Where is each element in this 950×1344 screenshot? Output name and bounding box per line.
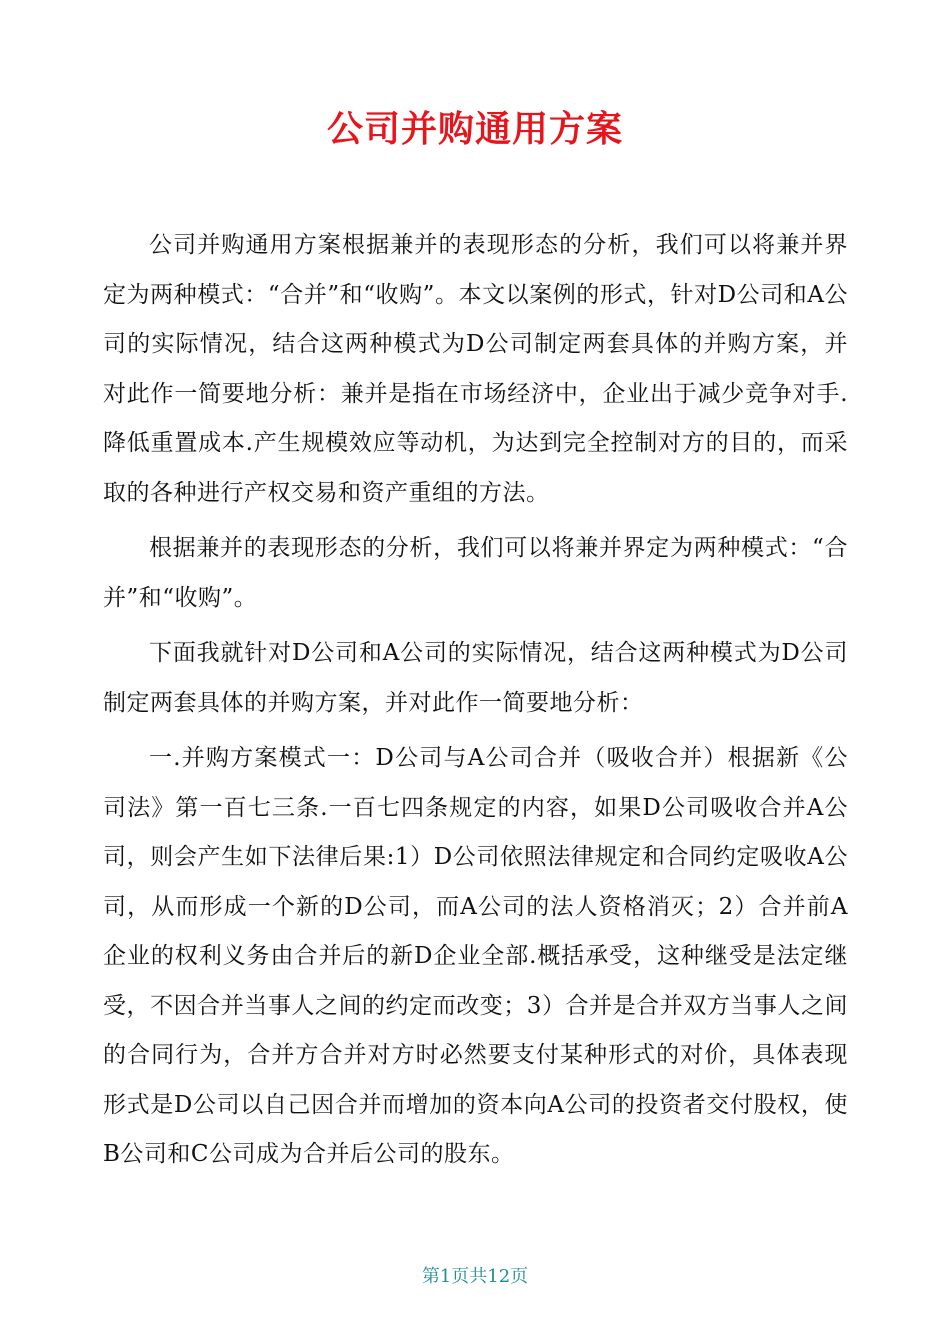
page-title: 公司并购通用方案 bbox=[326, 109, 623, 150]
paragraph-plan-intro: 下面我就针对D公司和A公司的实际情况，结合这两种模式为D公司制定两套具体的并购方案，并对此作一简要地分析： bbox=[103, 640, 848, 716]
paragraph-intro: 公司并购通用方案根据兼并的表现形态的分析，我们可以将兼并界定为两种模式：“合并”和“收购”。本文以案例的形式，针对D公司和A公司的实际情况，结合这两种模式为D公司制定两套具体的并购方案，并对此作一简要地分析：兼并是指在市场经济中，企业出于减少竞争对手.降低重置成本.产生规模效应等动机，为达到完全控制对方的目的，而采取的各种进行产权交易和资产重组的方法。 bbox=[103, 232, 848, 506]
page-footer: 第1页共12页 bbox=[421, 1266, 529, 1287]
paragraph-plan-one: 一.并购方案模式一：D公司与A公司合并（吸收合并）根据新《公司法》第一百七三条.一百七四条规定的内容，如果D公司吸收合并A公司，则会产生如下法律后果:1）D公司依照法律规定和合同约定吸收A公司，从而形成一个新的D公司，而A公司的法人资格消灭；2）合并前A企业的权利义务由合并后的新D企业全部.概括承受，这种继受是法定继受，不因合并当事人之间的约定而改变；3）合并是合并双方当事人之间的合同行为，合并方合并对方时必然要支付某种形式的对价，具体表现形式是D公司以自己因合并而增加的资本向A公司的投资者交付股权，使B公司和C公司成为合并后公司的股东。 bbox=[103, 745, 848, 1167]
paragraph-modes: 根据兼并的表现形态的分析，我们可以将兼并界定为两种模式：“合并”和“收购”。 bbox=[103, 535, 848, 611]
document-body bbox=[103, 221, 848, 1186]
